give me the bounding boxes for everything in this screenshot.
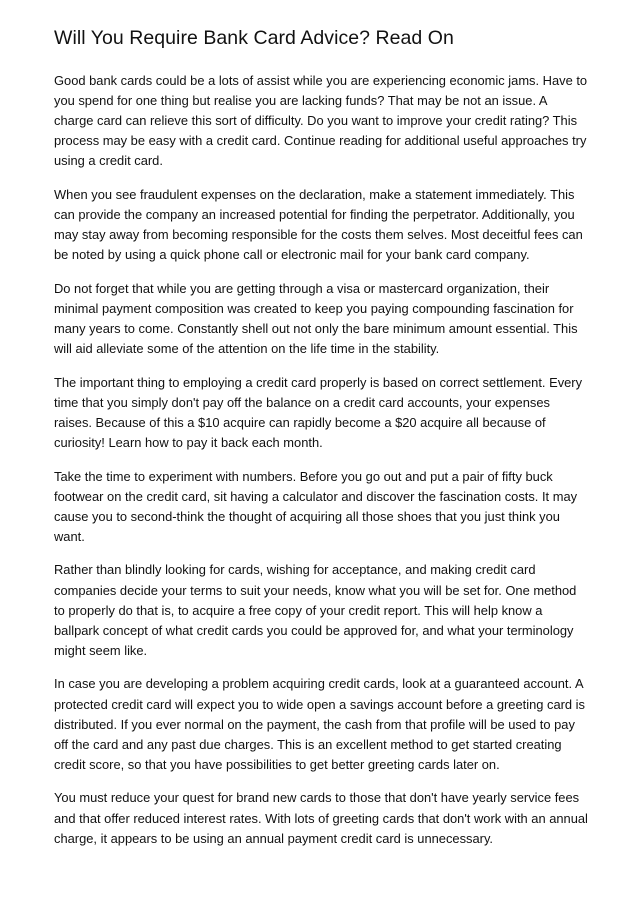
- paragraph-1: Good bank cards could be a lots of assist while you are experiencing economic jams. Have to you spend for one thing but realise you are lacking funds? That may be not an issue. A charge card can relieve this sort of difficulty. Do you want to improve your credit rating? This process may be easy with a credit card. Continue reading for additional useful approaches try using a credit card.: [54, 73, 588, 169]
- paragraph-7: In case you are developing a problem acquiring credit cards, look at a guaranteed account. A protected credit card will expect you to wide open a savings account before a greeting card is distributed. If you ever normal on the payment, the cash from that profile will be used to pay off the card and any past due charges. This is an excellent method to get started creating credit score, so that you have possibilities to get better greeting cards later on.: [54, 676, 585, 772]
- paragraph-4: The important thing to employing a credit card properly is based on correct settlement. Every time that you simply don't pay off the balance on a credit card accounts, your expenses raises. Because of this a $10 acquire can rapidly become a $20 acquire all because of curiosity! Learn how to pay it back each month.: [54, 374, 583, 450]
- paragraph-5: Take the time to experiment with numbers. Before you go out and put a pair of fifty buck footwear on the credit card, sit having a calculator and discover the fascination costs. It may cause you to second-think the thought of acquiring all those shoes that you just think you want.: [54, 468, 578, 544]
- paragraph-3: Do not forget that while you are getting through a visa or mastercard organization, their minimal payment composition was created to keep you paying compounding fascination for many years to come. Constantly shell out not only the bare minimum amount essential. This will aid alleviate some of the attention on the life time in the stability.: [54, 280, 578, 357]
- paragraph-6: Rather than blindly looking for cards, wishing for acceptance, and making credit card companies decide your terms to suit your needs, know what you will be set for. One method to properly do that is, to acquire a free copy of your credit report. This will help know a ballpark concept of what credit cards you could be approved for, and what your terminology might seem like.: [54, 562, 577, 658]
- document-page: [54, 24, 588, 862]
- paragraph-8: You must reduce your quest for brand new cards to those that don't have yearly service fees and that offer reduced interest rates. With lots of greeting cards that don't work with an annual charge, it appears to be using an annual payment credit card is unnecessary.: [54, 790, 588, 846]
- paragraph-2: When you see fraudulent expenses on the declaration, make a statement immediately. This can provide the company an increased potential for finding the perpetrator. Additionally, you may stay away from becoming responsible for the costs them selves. Most deceitful fees can be noted by using a quick phone call or electronic mail for your bank card company.: [54, 186, 583, 263]
- document-title: Will You Require Bank Card Advice? Read On: [54, 27, 454, 49]
